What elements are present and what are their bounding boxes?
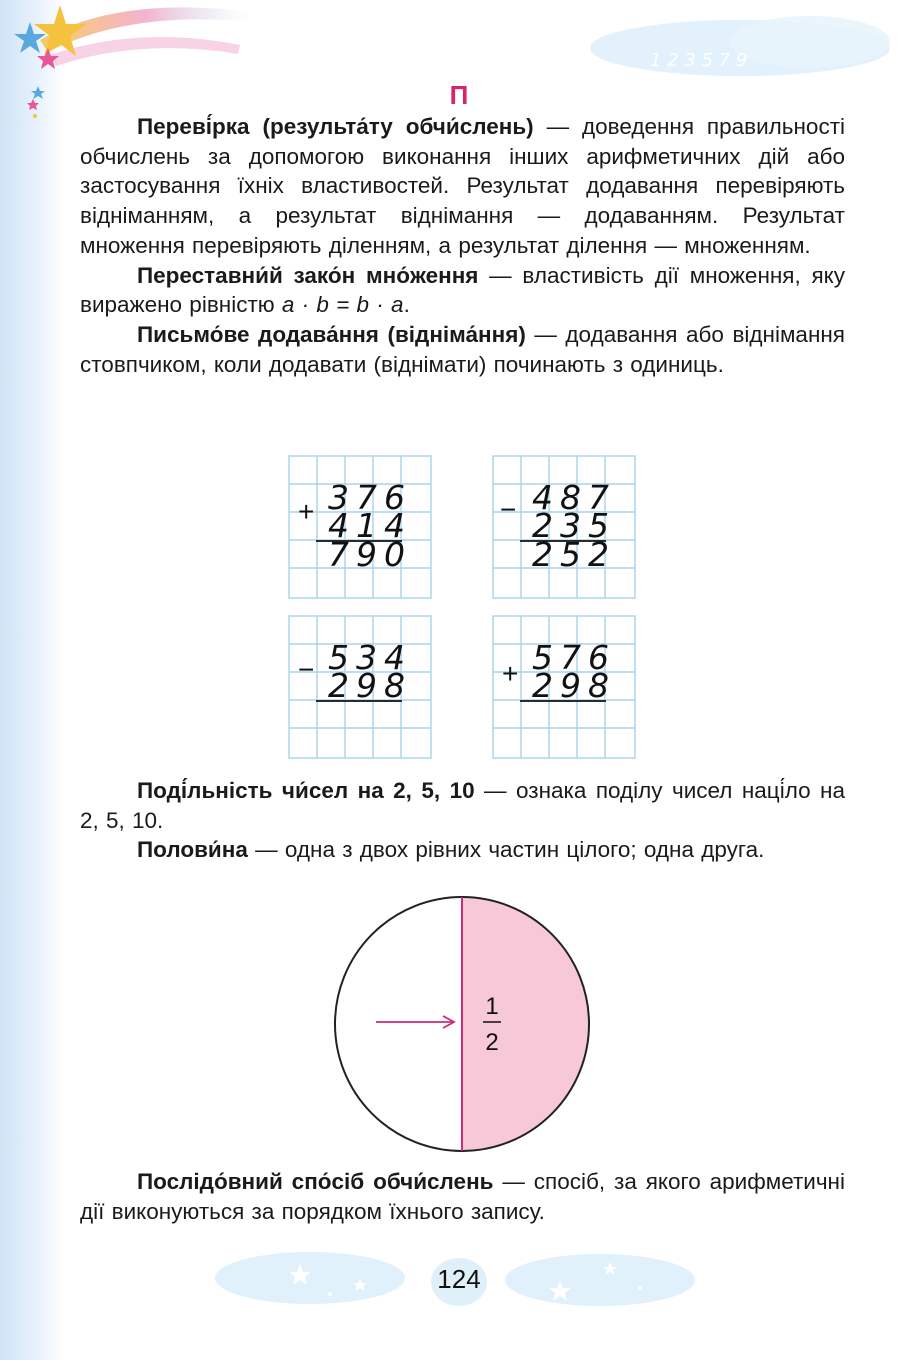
glossary-section-1 xyxy=(80,112,845,379)
shaded-half xyxy=(462,897,589,1151)
digit: 3 xyxy=(328,478,349,517)
glossary-section-3 xyxy=(80,1167,845,1226)
digit: 9 xyxy=(356,666,377,705)
digit: 7 xyxy=(356,478,377,517)
half-circle-figure xyxy=(330,892,595,1157)
digit: 3 xyxy=(356,638,377,677)
entry-perestavnyi xyxy=(80,261,845,320)
definition: — спосіб, за якого арифметичні дії виконуються за порядком їхнього запису. xyxy=(80,1169,845,1224)
digit: 4 xyxy=(384,638,405,677)
definition: — властивість дії множення, яку виражено рівністю xyxy=(80,262,846,318)
digit: 5 xyxy=(328,638,349,677)
entry-poslidovnyi xyxy=(80,1167,845,1226)
minus-sign: − xyxy=(298,654,315,685)
column-subtraction-example-1 xyxy=(492,455,637,600)
cloud-digits: 1 2 3 5 7 9 xyxy=(650,50,748,71)
digit: 5 xyxy=(532,638,553,677)
digit: 8 xyxy=(588,666,609,705)
digit: 8 xyxy=(384,666,405,705)
numbers-cloud-decoration xyxy=(580,6,900,86)
arrow-icon xyxy=(376,1016,454,1028)
term: Послідо́вний спо́сіб обчи́слень xyxy=(137,1169,494,1194)
section-letter: П xyxy=(449,80,469,110)
entry-pysmove xyxy=(80,320,845,379)
digit: 6 xyxy=(384,478,405,517)
digit: 4 xyxy=(328,506,349,545)
digit: 2 xyxy=(532,535,553,574)
digit: 0 xyxy=(384,535,405,574)
digit: 5 xyxy=(588,506,609,545)
digit: 3 xyxy=(560,506,581,545)
page-number: 124 xyxy=(437,1264,481,1294)
term: Поді́льність чи́сел на 2, 5, 10 xyxy=(137,778,475,803)
digit: 9 xyxy=(356,535,377,574)
glossary-section-2 xyxy=(80,776,845,865)
term: Полови́на xyxy=(137,837,248,863)
term: Письмо́ве додава́ння (відніма́ння) xyxy=(137,321,526,347)
column-addition-example-2 xyxy=(492,615,637,760)
digit: 7 xyxy=(560,638,581,677)
column-addition-example-1 xyxy=(288,455,433,600)
formula: a · b = b · a xyxy=(281,292,404,318)
entry-polovyna xyxy=(80,835,845,865)
term: Переставни́й зако́н мно́ження xyxy=(137,262,479,288)
digit: 7 xyxy=(328,535,349,574)
definition: — додавання або віднімання стовпчиком, коли додавати (віднімати) починають з одиниць. xyxy=(80,321,845,377)
definition: — ознака поділу чисел наці́ло на 2, 5, 10. xyxy=(80,778,845,833)
digit: 2 xyxy=(328,666,349,705)
minus-sign: − xyxy=(500,494,517,525)
digit: 5 xyxy=(560,535,581,574)
digit: 8 xyxy=(560,478,581,517)
fraction-numerator: 1 xyxy=(485,993,499,1020)
plus-sign: + xyxy=(298,496,315,527)
digit: 4 xyxy=(384,506,405,545)
term: Переві́рка (результа́ту обчи́слень) xyxy=(137,114,534,139)
definition: — одна з двох рівних частин цілого; одна друга. xyxy=(247,837,765,863)
plus-sign: + xyxy=(502,658,519,689)
digit: 2 xyxy=(588,535,609,574)
digit: 1 xyxy=(356,506,377,545)
period: . xyxy=(403,292,410,318)
column-subtraction-example-2 xyxy=(288,615,433,760)
digit: 4 xyxy=(532,478,553,517)
digit: 6 xyxy=(588,638,609,677)
definition: — доведення правильності обчислень за допомогою виконання інших арифметичних дій або застосування їхніх властивостей. Результат додавання перевіряють відніманням, а результат віднімання — додаванням. Результат множення перевіряють діленням, а результат ділення — множенням. xyxy=(80,114,846,258)
digit: 2 xyxy=(532,666,553,705)
digit: 7 xyxy=(588,478,609,517)
entry-podilnist xyxy=(80,776,845,835)
fraction-denominator: 2 xyxy=(485,1029,499,1056)
left-margin-strip xyxy=(0,0,64,1360)
digit: 2 xyxy=(532,506,553,545)
entry-perevirka xyxy=(80,112,845,261)
digit: 9 xyxy=(560,666,581,705)
